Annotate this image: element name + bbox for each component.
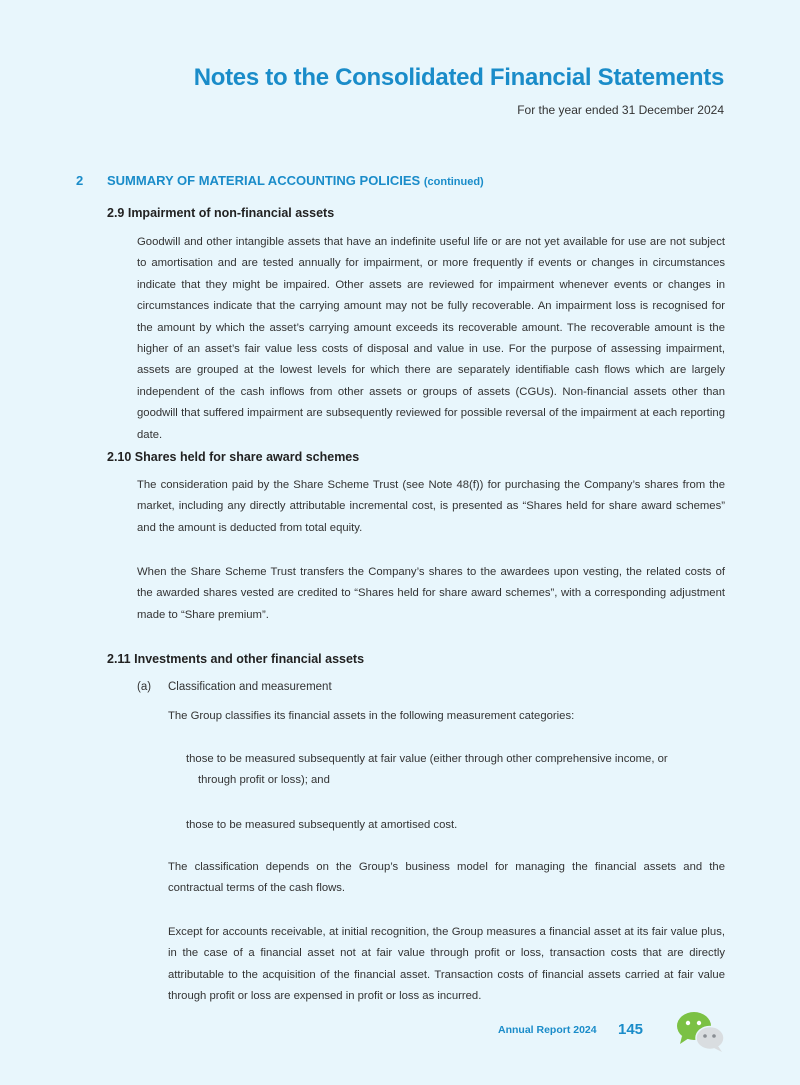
list-item-a bbox=[137, 681, 332, 693]
subsection-heading-2-10: 2.10 Shares held for share award schemes bbox=[107, 450, 360, 464]
paragraph-share-award-2: When the Share Scheme Trust transfers the Company’s shares to the awardees upon vesting, the related costs of the awarded shares vested are credited to “Shares held for share award schemes”, with a corresponding adjustment made to “Share premium”. bbox=[137, 566, 725, 621]
footer-report-label: Annual Report 2024 bbox=[498, 1024, 597, 1036]
paragraph-classification: The classification depends on the Group’s business model for managing the financial assets and the contractual terms of the cash flows. bbox=[168, 861, 725, 895]
section-number: 2 bbox=[76, 173, 84, 188]
bullet-fair-value bbox=[186, 749, 726, 792]
paragraph-categories-intro: The Group classifies its financial assets in the following measurement categories: bbox=[168, 710, 575, 722]
section-heading bbox=[76, 173, 484, 188]
paragraph-impairment: Goodwill and other intangible assets that have an indefinite useful life or are not yet available for use are not subject to amortisation and are tested annually for impairment, or more frequently if events or changes in circumstances indicate that they might be impaired. Other assets are reviewed for impairment whenever events or changes in circumstances indicate that the carrying amount may not be fully recoverable. An impairment loss is recognised for the amount by which the asset’s carrying amount exceeds its recoverable amount. The recoverable amount is the higher of an asset’s fair value less costs of disposal and value in use. For the purpose of assessing impairment, assets are grouped at the lowest levels for which there are separately identifiable cash flows which are largely independent of the cash inflows from other assets or groups of assets (CGUs). Non-financial assets other than goodwill that suffered impairment are subsequently reviewed for possible reversal of the impairment at each reporting date. bbox=[137, 236, 725, 441]
section-title: SUMMARY OF MATERIAL ACCOUNTING POLICIES bbox=[107, 173, 421, 188]
bullet-line: through profit or loss); and bbox=[198, 774, 330, 787]
paragraph-initial-recognition: Except for accounts receivable, at initial recognition, the Group measures a financial asset at its fair value plus, in the case of a financial asset not at fair value through profit or loss, transaction costs that are directly attributable to the acquisition of the financial asset. Transaction costs of financial assets carried at fair value through profit or loss are expensed in profit or loss as incurred. bbox=[168, 926, 725, 1003]
subsection-heading-2-9: 2.9 Impairment of non-financial assets bbox=[107, 206, 335, 220]
page-title: Notes to the Consolidated Financial Statements bbox=[193, 64, 724, 91]
page-subtitle: For the year ended 31 December 2024 bbox=[517, 103, 724, 117]
section-continued: (continued) bbox=[423, 176, 484, 188]
bullet-line: those to be measured subsequently at fair value (either through other comprehensive income, or bbox=[186, 753, 668, 765]
paragraph-share-award-1: The consideration paid by the Share Scheme Trust (see Note 48(f)) for purchasing the Company’s shares from the market, including any directly attributable incremental cost, is presented as “Shares held for share award schemes” and the amount is deducted from total equity. bbox=[137, 479, 725, 534]
subsection-heading-2-11: 2.11 Investments and other financial assets bbox=[107, 652, 365, 666]
wechat-logo-icon bbox=[674, 1010, 726, 1052]
page-number: 145 bbox=[618, 1021, 644, 1038]
item-title: Classification and measurement bbox=[168, 681, 332, 693]
item-label: (a) bbox=[137, 681, 152, 693]
bullet-amortised-cost: those to be measured subsequently at amortised cost. bbox=[186, 819, 458, 831]
